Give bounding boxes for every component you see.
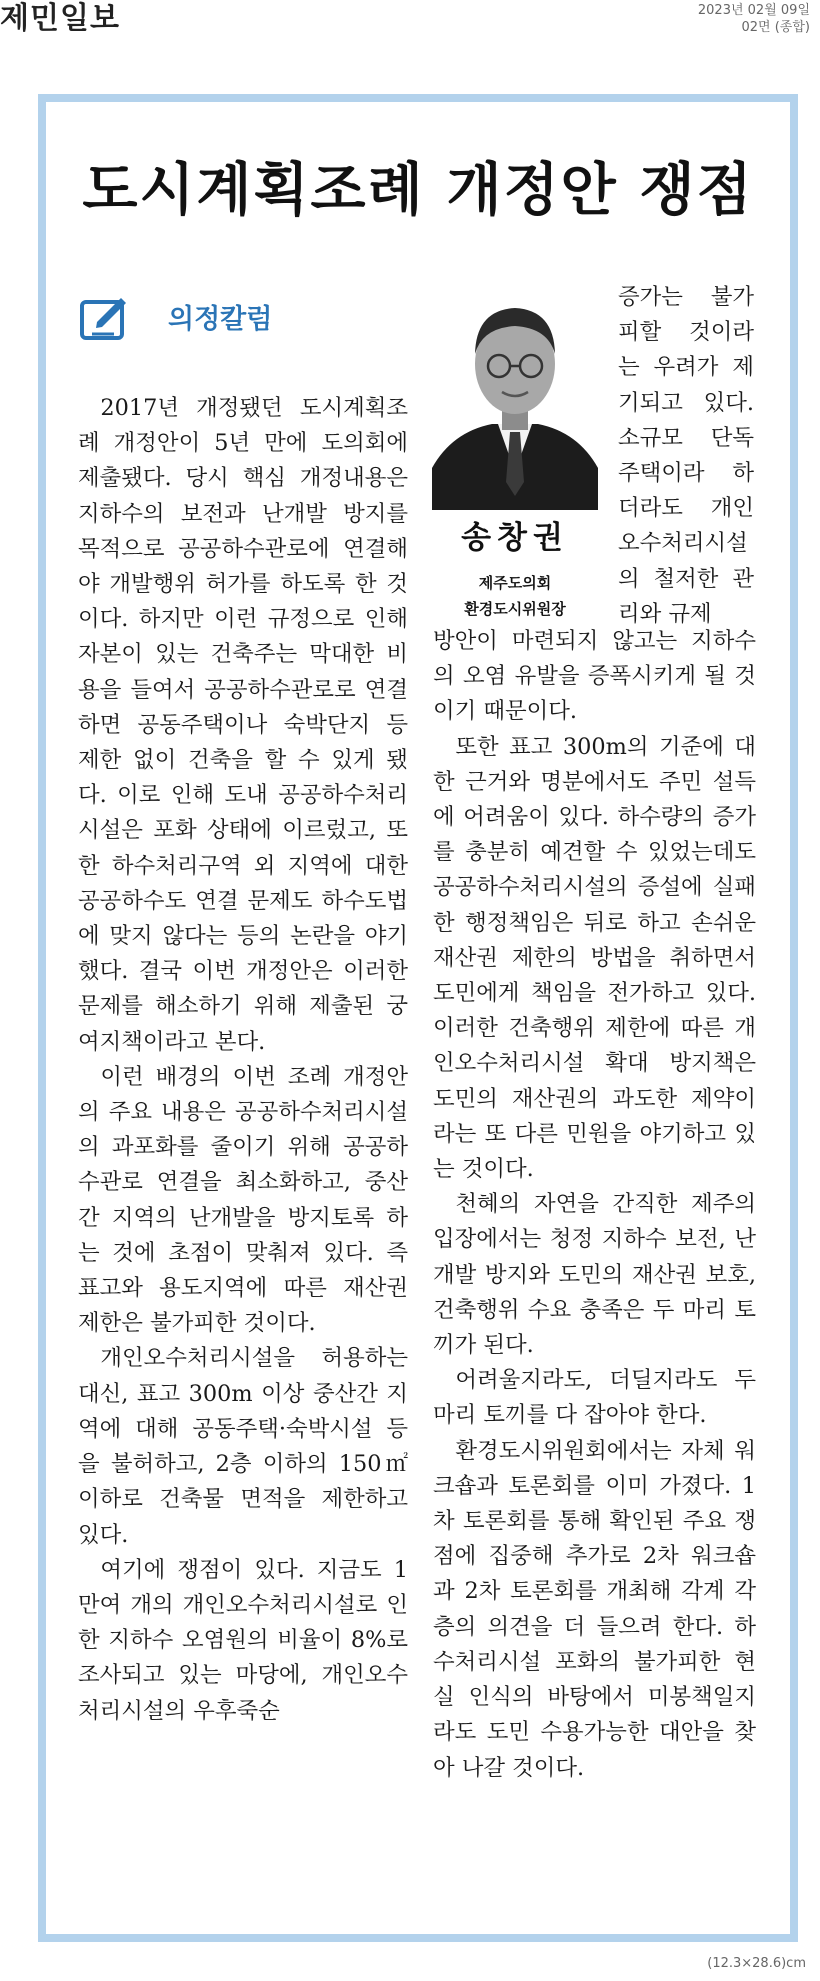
publication-date: 2023년 02월 09일 — [697, 3, 810, 18]
author-position: 환경도시위원장 — [464, 600, 566, 618]
author-name: 송창권 — [461, 520, 569, 556]
publication-info — [698, 2, 810, 36]
paragraph: 천혜의 자연을 간직한 제주의 입장에서는 청정 지하수 보전, 난개발 방지와 도민의 재산권 보호, 건축행위 수요 충족은 두 마리 토끼가 된다. — [433, 1191, 756, 1359]
page-section: 02면 (종합) — [741, 20, 810, 35]
author-affiliation — [432, 570, 598, 622]
clipping-size: (12.3×28.6)cm — [707, 1956, 806, 1971]
paragraph: 증가는 불가피할 것이라는 우려가 제기되고 있다. 소규모 단독주택이라 하더라도 개인오수처리시설의 철저한 관리와 규제 — [618, 284, 754, 627]
paragraph: 여기에 쟁점이 있다. 지금도 1만여 개의 개인오수처리시설로 인한 지하수 오염원의 비율이 8%로 조사되고 있는 마당에, 개인오수처리시설의 우후죽순 — [78, 1556, 408, 1724]
article-headline: 도시계획조례 개정안 쟁점 — [82, 157, 754, 223]
paragraph: 방안이 마련되지 않고는 지하수의 오염 유발을 증폭시키게 될 것이기 때문이다. — [433, 628, 756, 725]
body-right-column-top — [618, 280, 754, 632]
paragraph: 2017년 개정됐던 도시계획조례 개정안이 5년 만에 도의회에 제출됐다. 당시 핵심 개정내용은 지하수의 보전과 난개발 방지를 목적으로 공공하수관로에 연결해야 개발행위 허가를 하도록 한 것이다. 하지만 이런 규정으로 인해 자본이 있는 건축주는 막대한 비용을 들여서 공공하수관로로 연결하면 공동주택이나 숙박단지 등 제한 없이 건축을 할 수 있게 됐다. 이로 인해 도내 공공하수처리시설은 포화 상태에 이르렀고, 또한 하수처리구역 외 지역에 대한 공공하수도 연결 문제도 하수도법에 맞지 않다는 등의 논란을 야기했다. 결국 이번 개정안은 이러한 문제를 해소하기 위해 제출된 궁여지책이라고 본다. — [78, 395, 408, 1055]
body-right-column — [433, 624, 756, 1786]
paragraph: 환경도시위원회에서는 자체 워크숍과 토론회를 이미 가졌다. 1차 토론회를 통해 확인된 주요 쟁점에 집중해 추가로 2차 워크숍과 2차 토론회를 개최해 각계 각층의 의견을 더 들으려 한다. 하수처리시설 포화의 불가피한 현실 인식의 바탕에서 미봉책일지라도 도민 수용가능한 대안을 찾아 나갈 것이다. — [433, 1437, 756, 1781]
pen-icon — [80, 296, 136, 344]
newspaper-logo: 제민일보 — [0, 1, 120, 36]
paragraph: 개인오수처리시설을 허용하는 대신, 표고 300m 이상 중산간 지역에 대해 공동주택·숙박시설 등을 불허하고, 2층 이하의 150㎡ 이하로 건축물 면적을 제한하고 있다. — [78, 1345, 408, 1548]
author-council: 제주도의회 — [478, 574, 552, 592]
author-photo — [432, 282, 598, 510]
paragraph: 어려울지라도, 더딜지라도 두 마리 토끼를 다 잡아야 한다. — [433, 1367, 756, 1429]
body-left-column — [78, 391, 408, 1729]
column-label: 의정칼럼 — [168, 304, 273, 335]
paragraph: 이런 배경의 이번 조례 개정안의 주요 내용은 공공하수처리시설의 과포화를 줄이기 위해 공공하수관로 연결을 최소화하고, 중산간 지역의 난개발을 방지토록 하는 것에 초점이 맞춰져 있다. 즉 표고와 용도지역에 따른 재산권 제한은 불가피한 것이다. — [78, 1063, 408, 1337]
paragraph: 또한 표고 300m의 기준에 대한 근거와 명분에서도 주민 설득에 어려움이 있다. 하수량의 증가를 충분히 예견할 수 있었는데도 공공하수처리시설의 증설에 실패한 행정책임은 뒤로 하고 손쉬운 재산권 제한의 방법을 취하면서 도민에게 책임을 전가하고 있다. 이러한 건축행위 제한에 따른 개인오수처리시설 확대 방지책은 도민의 재산권의 과도한 제약이라는 또 다른 민원을 야기하고 있는 것이다. — [433, 733, 756, 1183]
column-tag — [80, 296, 340, 344]
